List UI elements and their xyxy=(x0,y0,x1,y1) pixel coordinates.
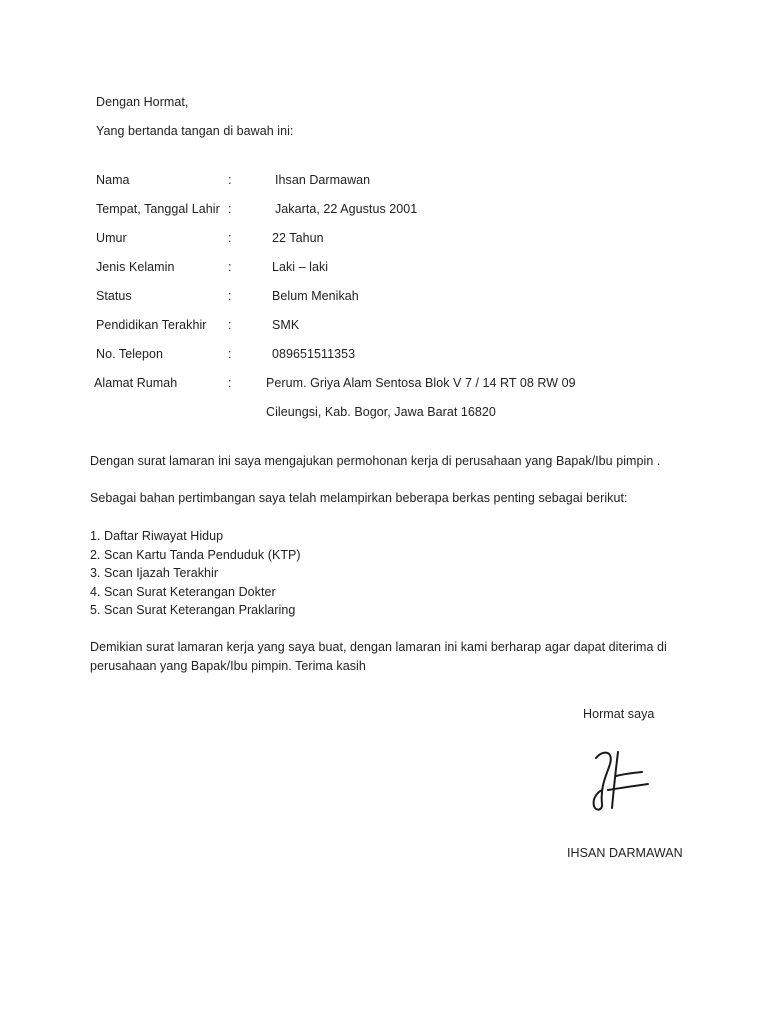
list-item: 2. Scan Kartu Tanda Penduduk (KTP) xyxy=(90,547,301,562)
list-item: 5. Scan Surat Keterangan Praklaring xyxy=(90,603,296,617)
field-colon: : xyxy=(228,318,232,332)
attachments-intro: Sebagai bahan pertimbangan saya telah melampirkan beberapa berkas penting sebagai berikut: xyxy=(90,491,628,505)
closing-label: Hormat saya xyxy=(583,707,655,721)
field-value-pendidikan-terakhir: SMK xyxy=(272,318,300,332)
field-colon: : xyxy=(228,260,232,274)
field-label-tempat-tanggal-lahir: Tempat, Tanggal Lahir xyxy=(96,202,220,216)
field-colon: : xyxy=(228,173,232,187)
list-item: 3. Scan Ijazah Terakhir xyxy=(90,566,219,580)
application-paragraph: Dengan surat lamaran ini saya mengajukan permohonan kerja di perusahaan yang Bapak/Ibu pimpin . xyxy=(90,454,661,468)
field-label-alamat-rumah: Alamat Rumah xyxy=(94,376,178,390)
field-value-alamat-rumah-line2: Cileungsi, Kab. Bogor, Jawa Barat 16820 xyxy=(266,405,496,419)
field-label-nama: Nama xyxy=(96,173,130,187)
attachments-list xyxy=(90,527,301,620)
field-label-jenis-kelamin: Jenis Kelamin xyxy=(96,260,175,274)
field-label-status: Status xyxy=(96,289,132,303)
signer-name: IHSAN DARMAWAN xyxy=(567,846,683,860)
field-colon: : xyxy=(228,347,232,361)
field-value-alamat-rumah: Perum. Griya Alam Sentosa Blok V 7 / 14 RT 08 RW 09 xyxy=(266,376,576,390)
field-value-status: Belum Menikah xyxy=(272,289,359,303)
field-colon: : xyxy=(228,289,232,303)
field-value-no-telepon: 089651511353 xyxy=(272,347,356,361)
field-value-tempat-tanggal-lahir: Jakarta, 22 Agustus 2001 xyxy=(275,202,418,216)
greeting: Dengan Hormat, xyxy=(96,95,189,109)
field-label-no-telepon: No. Telepon xyxy=(96,347,164,361)
intro-line: Yang bertanda tangan di bawah ini: xyxy=(96,124,294,138)
field-label-pendidikan-terakhir: Pendidikan Terakhir xyxy=(96,318,207,332)
closing-paragraph-line1: Demikian surat lamaran kerja yang saya buat, dengan lamaran ini kami berharap agar dapat diterima di xyxy=(90,640,667,654)
field-colon: : xyxy=(228,231,232,245)
signature-image xyxy=(588,746,656,816)
field-value-umur: 22 Tahun xyxy=(272,231,324,245)
list-item: 4. Scan Surat Keterangan Dokter xyxy=(90,584,276,599)
field-colon: : xyxy=(228,376,232,390)
field-value-jenis-kelamin: Laki – laki xyxy=(272,260,329,274)
list-item: 1. Daftar Riwayat Hidup xyxy=(90,529,224,543)
field-colon: : xyxy=(228,202,232,216)
field-value-nama: Ihsan Darmawan xyxy=(275,173,371,187)
closing-paragraph-line2: perusahaan yang Bapak/Ibu pimpin. Terima kasih xyxy=(90,659,366,673)
field-label-umur: Umur xyxy=(96,231,127,245)
